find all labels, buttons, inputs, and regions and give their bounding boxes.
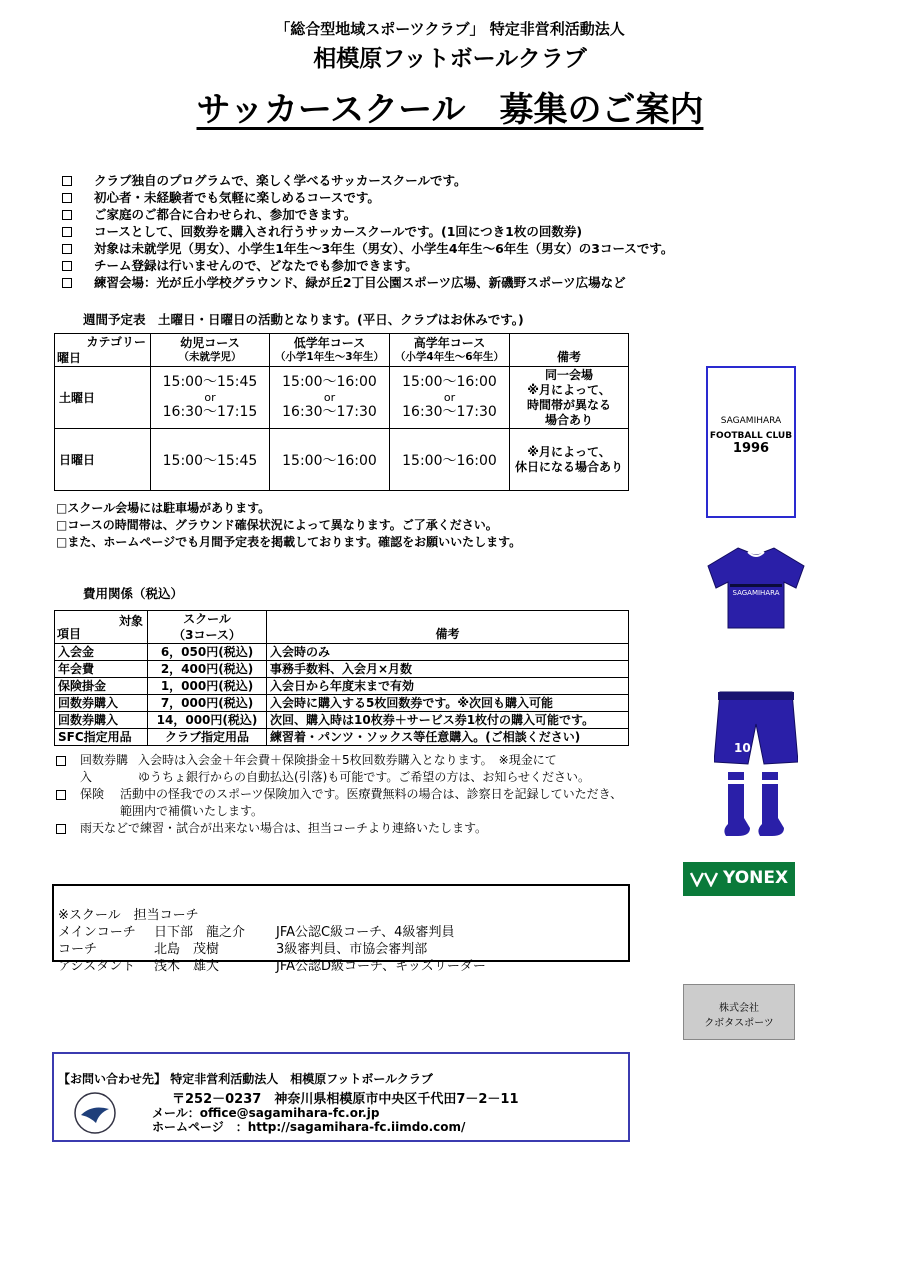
checkbox-icon	[56, 756, 66, 766]
org-subtitle: 「総合型地域スポーツクラブ」 特定非営利活動法人	[275, 20, 625, 38]
table-cell: ※月によって、 休日になる場合あり	[510, 429, 629, 491]
contact-email[interactable]: メール：office@sagamihara-fc.or.jp	[152, 1106, 380, 1120]
checkbox-icon	[62, 210, 72, 220]
schedule-table	[54, 333, 629, 491]
table-cell: 15:00～16:00	[270, 429, 390, 491]
table-row: SFC指定用品 クラブ指定用品 練習着・パンツ・ソックス等任意購入。(ご相談ください)	[55, 729, 629, 746]
table-header-cell: スクール （3コース）	[148, 611, 267, 644]
list-item: 保険 活動中の怪我でのスポーツ保険加入です。医療費無料の場合は、診察日を記録していただき、 範囲内で補償いたします。	[56, 786, 622, 820]
checkbox-icon	[62, 176, 72, 186]
jersey-text: SAGAMIHARA	[732, 589, 780, 597]
day-label: 曜日	[57, 351, 82, 365]
fee-notes	[56, 752, 622, 837]
table-row: 年会費 2，400円(税込) 事務手数料、入会月×月数	[55, 661, 629, 678]
table-cell: 15:00～16:00 or 16:30～17:30	[270, 367, 390, 429]
table-row: 回数券購入 14，000円(税込) 次回、購入時は10枚券＋サービス券1枚付の購入可能です。	[55, 712, 629, 729]
list-item: チーム登録は行いませんので、どなたでも参加できます。	[62, 257, 673, 274]
contact-website[interactable]: ホームページ ：http://sagamihara-fc.iimdo.com/	[152, 1120, 466, 1134]
table-row	[55, 334, 629, 367]
fees-table	[54, 610, 629, 746]
table-header-cell: 高学年コース （小学4年生～6年生）	[390, 334, 510, 367]
org-name: 相模原フットボールクラブ	[313, 46, 587, 72]
list-item: コースとして、回数券を購入され行うサッカースクールです。(1回につき1枚の回数券)	[62, 223, 673, 240]
schedule-title: 週間予定表 土曜日・日曜日の活動となります。(平日、クラブはお休みです。)	[83, 312, 524, 327]
table-cell: 土曜日	[55, 367, 151, 429]
list-item: □スクール会場には駐車場があります。	[56, 501, 271, 515]
coach-row: メインコーチ	[58, 925, 136, 940]
checkbox-icon	[62, 193, 72, 203]
table-cell: 15:00～16:00	[390, 429, 510, 491]
yonex-logo: YONEX	[683, 862, 795, 896]
coach-row: コーチ	[58, 942, 98, 957]
table-cell: 同一会場 ※月によって、 時間帯が異なる 場合あり	[510, 367, 629, 429]
checkbox-icon	[62, 278, 72, 288]
shorts-image	[714, 690, 798, 766]
table-row: 入会金 6，050円(税込) 入会時のみ	[55, 644, 629, 661]
coach-heading: ※スクール 担当コーチ	[58, 908, 199, 923]
table-cell: 15:00～15:45 or 16:30～17:15	[151, 367, 270, 429]
checkbox-icon	[56, 824, 66, 834]
checkbox-icon	[62, 244, 72, 254]
page-title-text: サッカースクール 募集のご案内	[196, 90, 704, 130]
list-item: クラブ独自のプログラムで、楽しく学べるサッカースクールです。	[62, 172, 673, 189]
socks-image	[722, 770, 786, 838]
contact-address: 〒252－0237 神奈川県相模原市中央区千代田7－2－11	[172, 1092, 519, 1107]
table-header-cell: 備考	[267, 611, 629, 644]
schedule-notes	[56, 500, 521, 551]
table-cell: 15:00～16:00 or 16:30～17:30	[390, 367, 510, 429]
club-badge: SAGAMIHARA FOOTBALL CLUB 1996	[706, 366, 796, 518]
table-cell: 15:00～15:45	[151, 429, 270, 491]
table-header-cell: 低学年コース （小学1年生～3年生）	[270, 334, 390, 367]
table-row	[55, 611, 629, 644]
checkbox-icon	[56, 790, 66, 800]
table-row	[55, 367, 629, 429]
page-title	[0, 82, 900, 131]
coach-box: ※スクール 担当コーチ メインコーチ 日下部 龍之介 JFA公認C級コーチ、4級審判員 コーチ 北島 茂樹 3級審判員、市協会審判部 アシスタント 浅木 雄大 JFA公認D級コーチ、キッズリーダー	[52, 884, 630, 962]
list-item: □また、ホームページでも月間予定表を掲載しております。確認をお願いいたします。	[56, 535, 522, 549]
list-item: 初心者・未経験者でも気軽に楽しめるコースです。	[62, 189, 673, 206]
club-emblem-icon	[72, 1090, 118, 1136]
list-item: 練習会場：光が丘小学校グラウンド、緑が丘2丁目公園スポーツ広場、新磯野スポーツ広場など	[62, 274, 673, 291]
list-item: ご家庭のご都合に合わせられ、参加できます。	[62, 206, 673, 223]
list-item: 対象は未就学児（男女）、小学生1年生～3年生（男女）、小学生4年生～6年生（男女）の3コースです。	[62, 240, 673, 257]
list-item: 回数券購入 入会時は入会金＋年会費＋保険掛金＋5枚回数券購入となります。 ※現金にて ゆうちょ銀行からの自動払込(引落)も可能です。ご希望の方は、お知らせください。	[56, 752, 622, 786]
checkbox-icon	[62, 261, 72, 271]
table-header-cell: 備考	[510, 334, 629, 367]
table-row: 保険掛金 1，000円(税込) 入会日から年度末まで有効	[55, 678, 629, 695]
checkbox-icon	[62, 227, 72, 237]
coach-row: アシスタント	[58, 959, 136, 974]
table-row	[55, 429, 629, 491]
table-row: 回数券購入 7，000円(税込) 入会時に購入する5枚回数券です。※次回も購入可能	[55, 695, 629, 712]
category-label: カテゴリー	[86, 335, 146, 349]
contact-label: 【お問い合わせ先】	[58, 1072, 167, 1086]
yonex-mark-icon	[689, 871, 719, 887]
sponsor-box: 株式会社 クボタスポーツ	[683, 984, 795, 1040]
table-header-cell: 幼児コース （未就学児）	[151, 334, 270, 367]
jersey-image	[706, 544, 806, 630]
table-header-cell	[55, 334, 151, 367]
list-item: 雨天などで練習・試合が出来ない場合は、担当コーチより連絡いたします。	[56, 820, 622, 837]
contact-org: 特定非営利活動法人 相模原フットボールクラブ	[170, 1072, 433, 1086]
list-item: □コースの時間帯は、グラウンド確保状況によって異なります。ご了承ください。	[56, 518, 498, 532]
fees-title: 費用関係（税込）	[83, 586, 184, 601]
table-cell: 日曜日	[55, 429, 151, 491]
shorts-number: 10	[734, 741, 751, 755]
contact-box	[52, 1052, 630, 1142]
intro-bullets	[62, 172, 673, 291]
table-header-cell: 対象 項目	[55, 611, 148, 644]
